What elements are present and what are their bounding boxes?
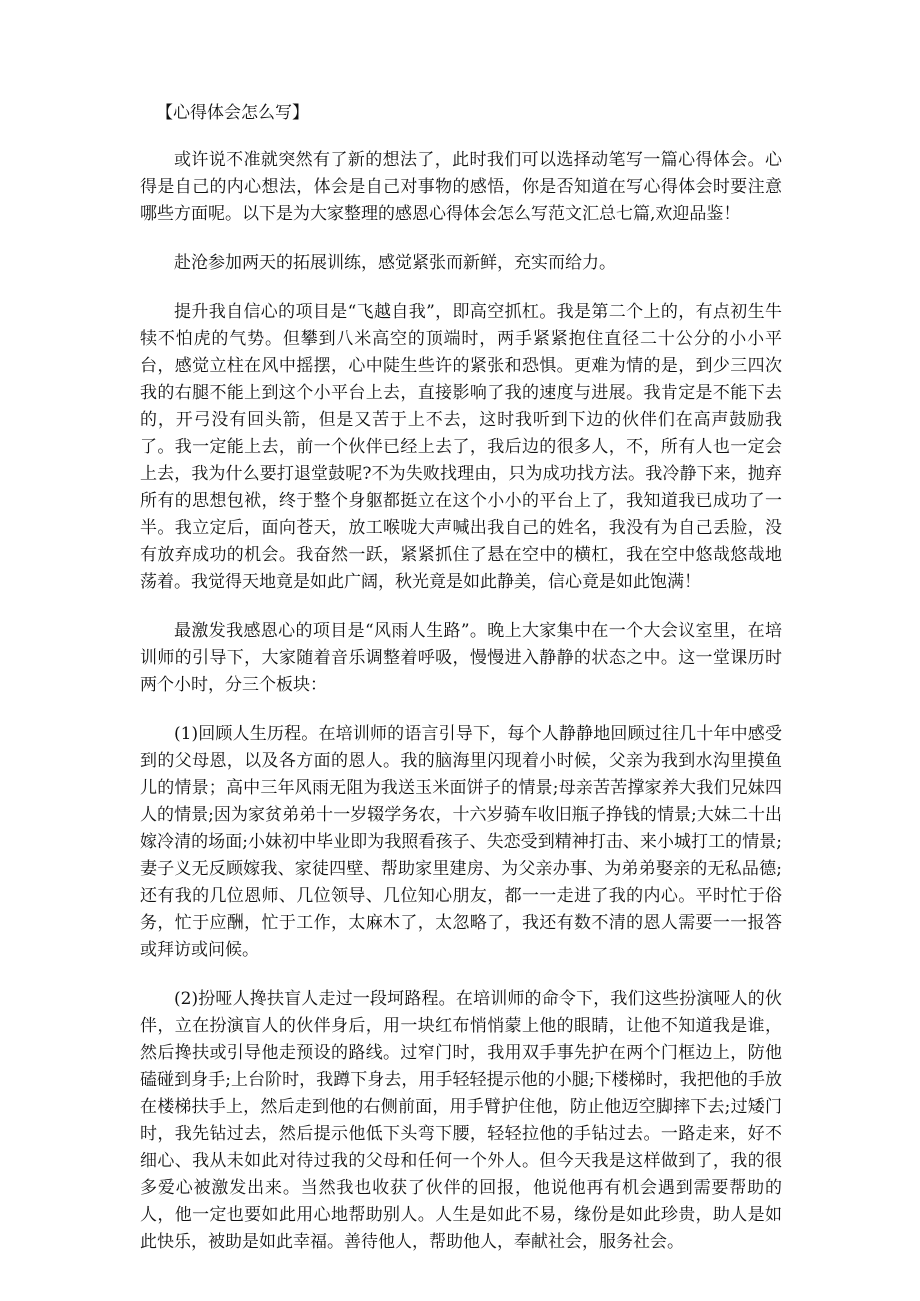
confidence-project-paragraph: 提升我自信心的项目是“飞越自我”，即高空抓杠。我是第二个上的，有点初生牛犊不怕虎的气势。但攀到八米高空的顶端时，两手紧紧抱住直径二十公分的小小平台，感觉立柱在风中摇摆，心中陡生些许的紧张和恐惧。更难为情的是，到少三四次我的右腿不能上到这个小平台上去，直接影响了我的速度与进展。我肯定是不能下去的，开弓没有回头箭，但是又苦于上不去，这时我听到下边的伙伴们在高声鼓励我了。我一定能上去，前一个伙伴已经上去了，我后边的很多人，不，所有人也一定会上去，我为什么要打退堂鼓呢?不为失败找理由，只为成功找方法。我冷静下来，抛弃所有的思想包袱，终于整个身躯都挺立在这个小小的平台上了，我知道我已成功了一半。我立定后，面向苍天，放工喉咙大声喊出我自己的姓名，我没有为自己丢脸，没有放弃成功的机会。我奋然一跃，紧紧抓住了悬在空中的横杠，我在空中悠哉悠哉地荡着。我觉得天地竟是如此广阔，秋光竟是如此静美，信心竟是如此饱满！ [140, 302, 782, 592]
training-summary-paragraph: 赴沧参加两天的拓展训练，感觉紧张而新鲜，充实而给力。 [174, 253, 616, 273]
intro-paragraph: 或许说不准就突然有了新的想法了，此时我们可以选择动笔写一篇心得体会。心得是自己的内心想法，体会是自己对事物的感悟，你是否知道在写心得体会时要注意哪些方面呢。以下是为大家整理的感恩心得体会怎么写范文汇总七篇,欢迎品鉴！ [140, 150, 782, 224]
gratitude-project-paragraph: 最激发我感恩心的项目是“风雨人生路”。晚上大家集中在一个大会议室里，在培训师的引导下，大家随着音乐调整着呼吸，慢慢进入静静的状态之中。这一堂课历时两个小时，分三个板块： [140, 621, 782, 695]
document-page [140, 100, 782, 1256]
document-title: 【心得体会怎么写】 [156, 103, 309, 123]
section-2-paragraph: (2)扮哑人搀扶盲人走过一段坷路程。在培训师的命令下，我们这些扮演哑人的伙伴，立在扮演盲人的伙伴身后，用一块红布悄悄蒙上他的眼睛，让他不知道我是谁，然后搀扶或引导他走预设的路线。过窄门时，我用双手事先护在两个门框边上，防他磕碰到身手;上台阶时，我蹲下身去，用手轻轻提示他的小腿;下楼梯时，我把他的手放在楼梯扶手上，然后走到他的右侧前面，用手臂护住他，防止他迈空脚摔下去;过矮门时，我先钻过去，然后提示他低下头弯下腰，轻轻拉他的手钻过去。一路走来，好不细心、我从未如此对待过我的父母和任何一个外人。但今天我是这样做到了，我的很多爱心被激发出来。当然我也收获了伙伴的回报，他说他再有机会遇到需要帮助的人，他一定也要如此用心地帮助别人。人生是如此不易，缘份是如此珍贵，助人是如此快乐，被助是如此幸福。善待他人，帮助他人，奉献社会，服务社会。 [140, 989, 782, 1252]
section-1-paragraph: (1)回顾人生历程。在培训师的语言引导下，每个人静静地回顾过往几十年中感受到的父母恩，以及各方面的恩人。我的脑海里闪现着小时候，父亲为我到水沟里摸鱼儿的情景；高中三年风雨无阻为我送玉米面饼子的情景;母亲苦苦撑家养大我们兄妹四人的情景;因为家贫弟弟十一岁辍学务农，十六岁骑车收旧瓶子挣钱的情景;大妹二十出嫁冷清的场面;小妹初中毕业即为我照看孩子、失恋受到精神打击、来小城打工的情景;妻子义无反顾嫁我、家徒四壁、帮助家里建房、为父亲办事、为弟弟娶亲的无私品德;还有我的几位恩师、几位领导、几位知心朋友，都一一走进了我的内心。平时忙于俗务，忙于应酬，忙于工作，太麻木了，太忽略了，我还有数不清的恩人需要一一报答或拜访或问候。 [140, 724, 782, 960]
